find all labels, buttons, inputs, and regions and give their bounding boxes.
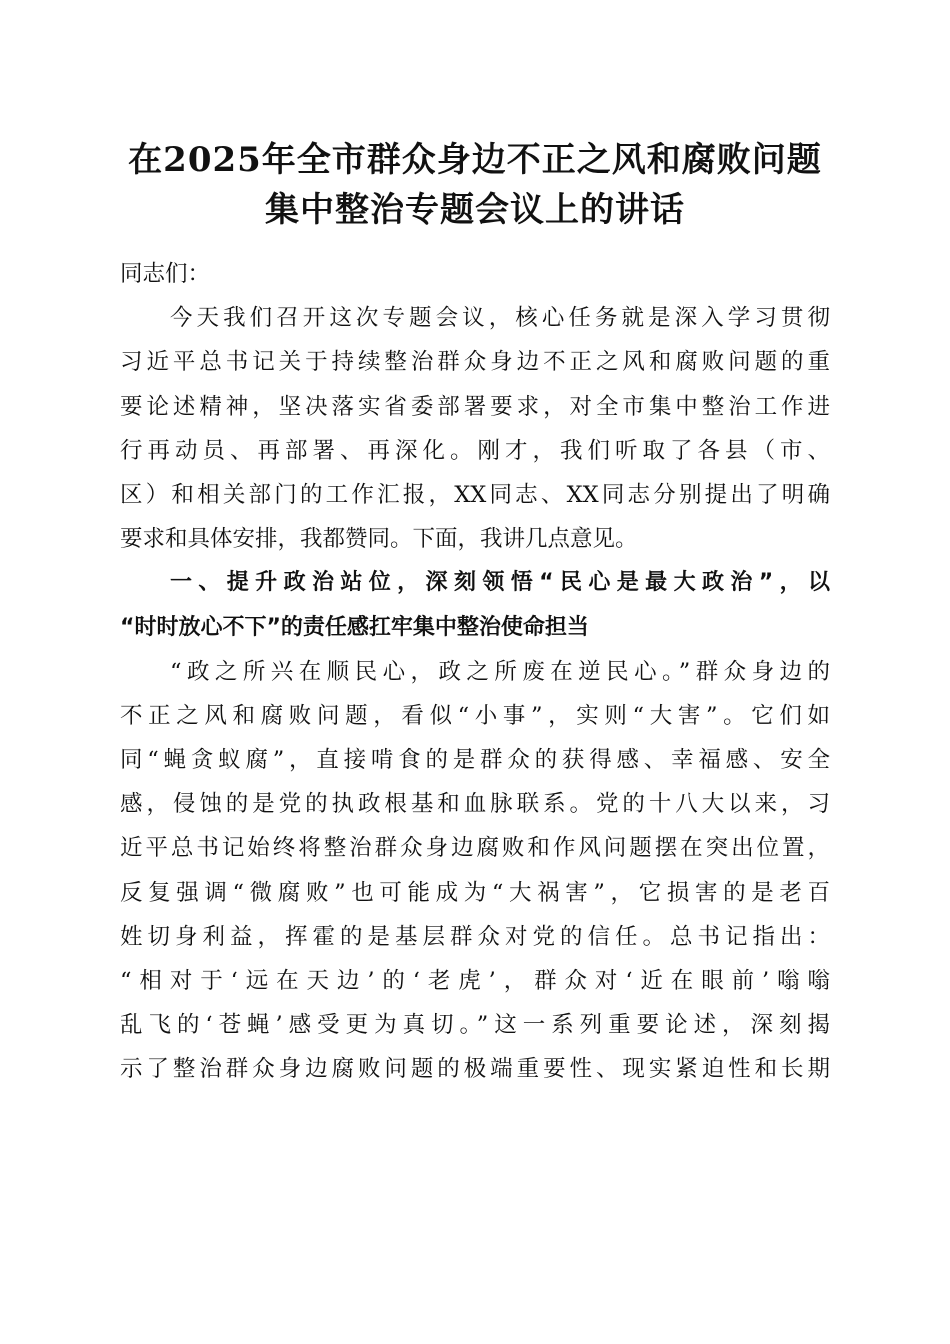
paragraph-line: “政之所兴在顺民心，政之所废在逆民心。”群众身边的 (170, 658, 830, 685)
paragraph-line: 反复强调“微腐败”也可能成为“大祸害”，它损害的是老百 (120, 879, 830, 906)
title-line-1: 在2025年全市群众身边不正之风和腐败问题 (128, 140, 822, 180)
paragraph-line: “相对于‘远在天边’的‘老虎’，群众对‘近在眼前’嗡嗡 (120, 968, 830, 994)
paragraph-line: 区）和相关部门的工作汇报，XX同志、XX同志分别提出了明确 (120, 481, 830, 508)
document-body (120, 252, 830, 1092)
section-heading-line: 一、提升政治站位，深刻领悟“民心是最大政治”，以 (170, 570, 830, 596)
paragraph-line: 近平总书记始终将整治群众身边腐败和作风问题摆在突出位置， (120, 835, 830, 862)
paragraph-line: 不正之风和腐败问题，看似“小事”，实则“大害”。它们如 (120, 702, 830, 729)
paragraph-line: 同“蝇贪蚁腐”，直接啃食的是群众的获得感、幸福感、安全 (120, 747, 830, 774)
section-heading-line: “时时放心不下”的责任感扛牢集中整治使命担当 (120, 614, 589, 640)
paragraph-line: 习近平总书记关于持续整治群众身边不正之风和腐败问题的重 (120, 349, 830, 376)
paragraph-line: 姓切身利益，挥霍的是基层群众对党的信任。总书记指出： (120, 923, 830, 950)
paragraph-line: 要论述精神，坚决落实省委部署要求，对全市集中整治工作进 (120, 393, 830, 420)
paragraph-line: 要求和具体安排，我都赞同。下面，我讲几点意见。 (120, 526, 638, 553)
title-line-2: 集中整治专题会议上的讲话 (265, 190, 685, 230)
document-title (100, 135, 850, 235)
paragraph-line: 乱飞的‘苍蝇’感受更为真切。”这一系列重要论述，深刻揭 (120, 1012, 830, 1039)
paragraph-line: 行再动员、再部署、再深化。刚才，我们听取了各县（市、 (120, 437, 830, 464)
paragraph-line: 感，侵蚀的是党的执政根基和血脉联系。党的十八大以来，习 (120, 791, 830, 818)
salutation: 同志们： (120, 261, 211, 287)
paragraph-line: 今天我们召开这次专题会议，核心任务就是深入学习贯彻 (170, 305, 830, 332)
paragraph-line: 示了整治群众身边腐败问题的极端重要性、现实紧迫性和长期 (120, 1056, 830, 1083)
